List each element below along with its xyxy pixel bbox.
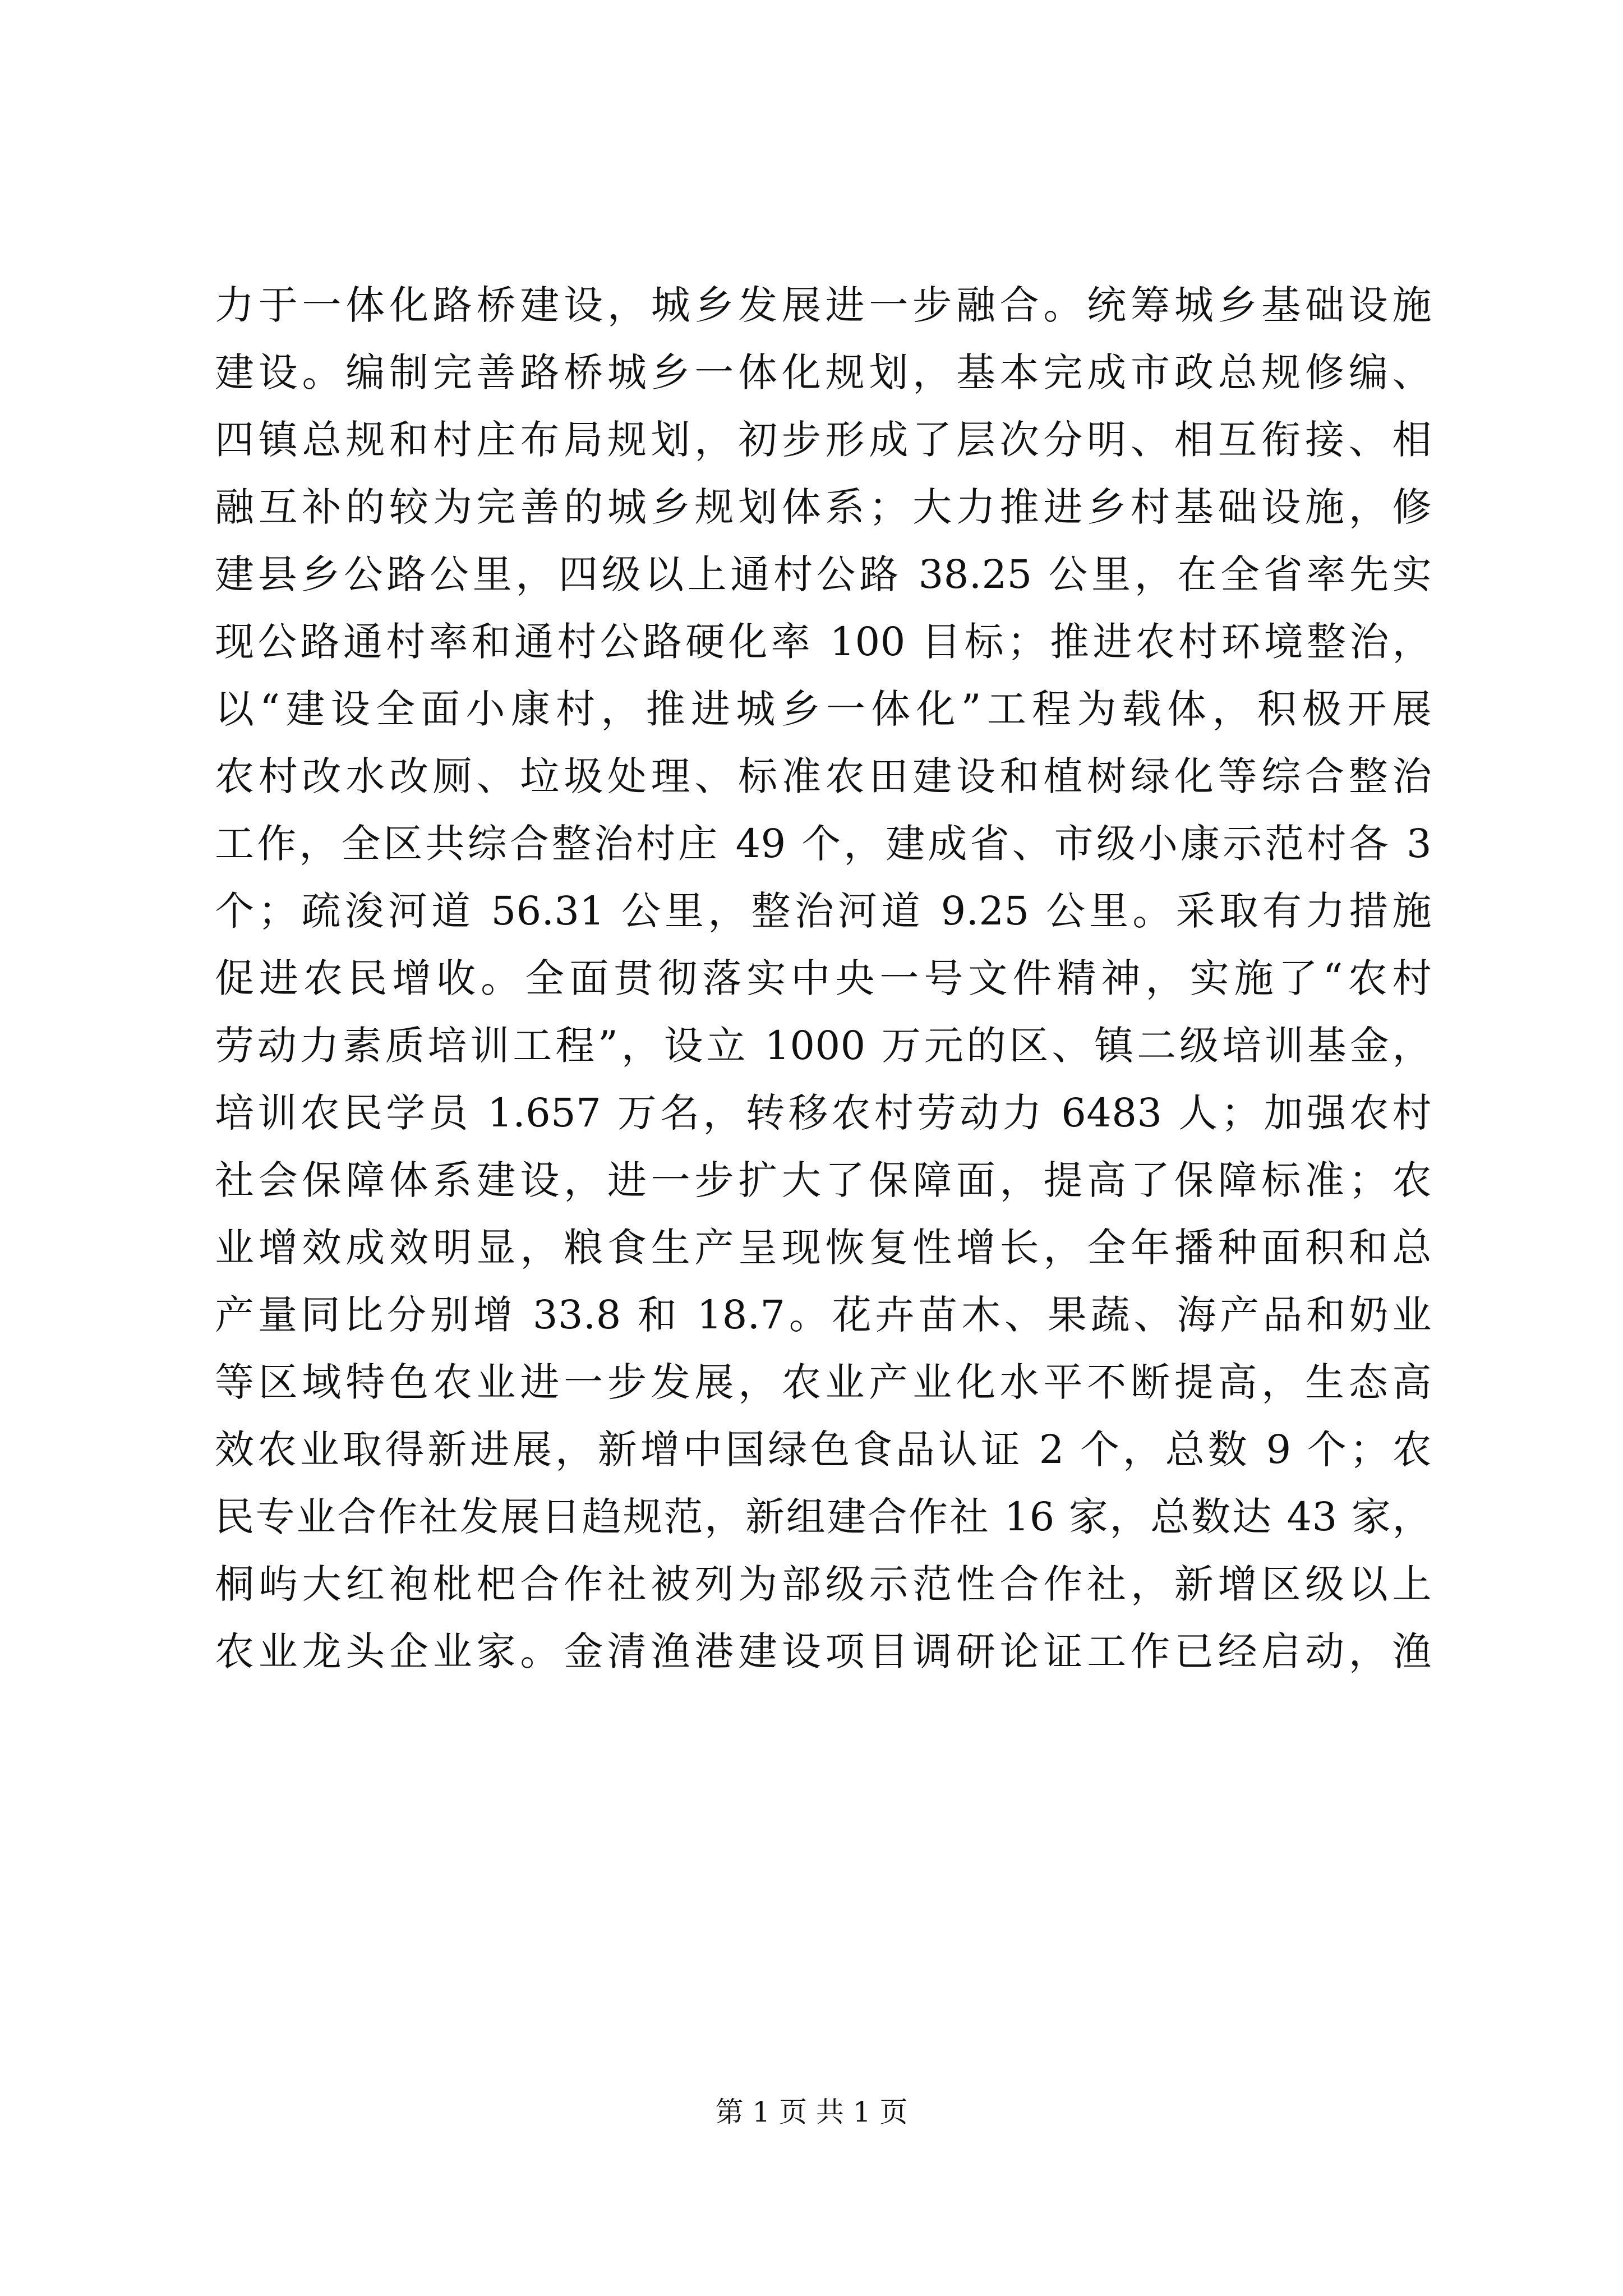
text-line: 培训农民学员 1.657 万名，转移农村劳动力 6483 人；加强农村 [215, 1090, 1432, 1136]
text-line: 业增效成效明显，粮食生产呈现恢复性增长，全年播种面积和总 [215, 1225, 1432, 1271]
text-line: 农村改水改厕、垃圾处理、标准农田建设和植树绿化等综合整治 [215, 753, 1432, 799]
text-line: 产量同比分别增 33.8 和 18.7。花卉苗木、果蔬、海产品和奶业 [215, 1292, 1432, 1338]
text-line: 现公路通村率和通村公路硬化率 100 目标；推进农村环境整治， [215, 619, 1432, 665]
text-line: 力于一体化路桥建设，城乡发展进一步融合。统筹城乡基础设施 [215, 282, 1432, 328]
page-number-footer: 第 1 页 共 1 页 [715, 2096, 908, 2128]
text-line: 社会保障体系建设，进一步扩大了保障面，提高了保障标准；农 [215, 1157, 1432, 1203]
text-line: 桐屿大红袍枇杷合作社被列为部级示范性合作社，新增区级以上 [215, 1561, 1432, 1607]
body-text [215, 272, 1432, 1685]
text-line: 融互补的较为完善的城乡规划体系；大力推进乡村基础设施，修 [215, 484, 1432, 530]
text-line: 民专业合作社发展日趋规范，新组建合作社 16 家，总数达 43 家， [215, 1494, 1432, 1540]
text-line: 农业龙头企业家。金清渔港建设项目调研论证工作已经启动，渔 [215, 1628, 1432, 1674]
text-line: 建设。编制完善路桥城乡一体化规划，基本完成市政总规修编、 [215, 349, 1432, 395]
text-line: 效农业取得新进展，新增中国绿色食品认证 2 个，总数 9 个；农 [215, 1427, 1432, 1473]
text-line: 促进农民增收。全面贯彻落实中央一号文件精神，实施了“农村 [215, 955, 1432, 1001]
text-line: 个；疏浚河道 56.31 公里，整治河道 9.25 公里。采取有力措施 [215, 888, 1432, 934]
text-line: 等区域特色农业进一步发展，农业产业化水平不断提高，生态高 [215, 1359, 1432, 1405]
text-line: 以“建设全面小康村，推进城乡一体化”工程为载体，积极开展 [215, 686, 1432, 732]
text-line: 建县乡公路公里，四级以上通村公路 38.25 公里，在全省率先实 [215, 551, 1432, 597]
text-line: 工作，全区共综合整治村庄 49 个，建成省、市级小康示范村各 3 [215, 821, 1432, 867]
text-line: 四镇总规和村庄布局规划，初步形成了层次分明、相互衔接、相 [215, 417, 1432, 463]
text-line: 劳动力素质培训工程”，设立 1000 万元的区、镇二级培训基金， [215, 1023, 1432, 1069]
